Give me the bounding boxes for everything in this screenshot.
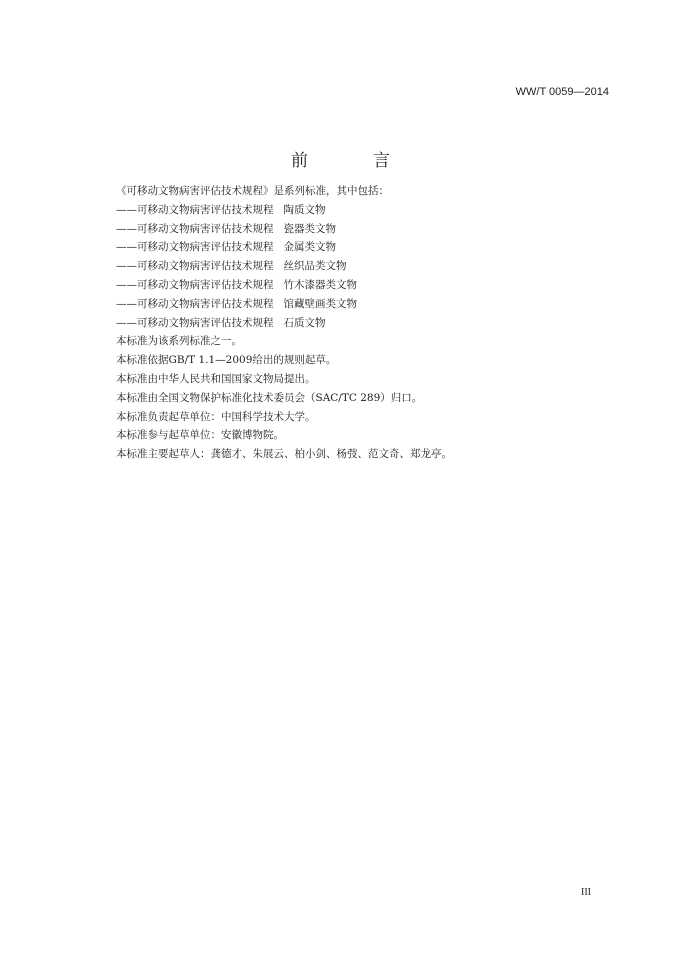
series-item-prefix: ——可移动文物病害评估技术规程 xyxy=(116,297,274,310)
page-number: III xyxy=(581,887,591,898)
series-item xyxy=(116,276,616,295)
series-item xyxy=(116,238,616,257)
series-item xyxy=(116,201,616,220)
page-title: 前 言 xyxy=(291,151,414,171)
series-item-prefix: ——可移动文物病害评估技术规程 xyxy=(116,316,274,329)
statement-proposed-by: 本标准由中华人民共和国国家文物局提出。 xyxy=(116,372,316,385)
intro-paragraph: 《可移动文物病害评估技术规程》是系列标准，其中包括： xyxy=(116,185,389,197)
series-item-category: 金属类文物 xyxy=(283,241,336,254)
statement-lead-drafter-org: 本标准负责起草单位：中国科学技术大学。 xyxy=(116,410,316,423)
series-item-prefix: ——可移动文物病害评估技术规程 xyxy=(116,203,274,216)
series-item-prefix: ——可移动文物病害评估技术规程 xyxy=(116,241,274,254)
statement-drafting-rules: 本标准依据GB/T 1.1—2009给出的规则起草。 xyxy=(116,354,337,367)
series-item-category: 丝织品类文物 xyxy=(283,260,347,273)
series-item-prefix: ——可移动文物病害评估技术规程 xyxy=(116,222,274,235)
series-item xyxy=(116,220,616,239)
series-item-prefix: ——可移动文物病害评估技术规程 xyxy=(116,278,274,291)
series-item-prefix: ——可移动文物病害评估技术规程 xyxy=(116,260,274,273)
series-item-category: 瓷器类文物 xyxy=(283,222,336,235)
statement-participating-org: 本标准参与起草单位：安徽博物院。 xyxy=(116,429,284,442)
series-item xyxy=(116,295,616,314)
standard-code: WW/T 0059—2014 xyxy=(515,86,609,98)
series-item-category: 陶质文物 xyxy=(283,203,326,216)
series-item xyxy=(116,257,616,276)
statement-series-membership: 本标准为该系列标准之一。 xyxy=(116,335,242,348)
series-item-category: 竹木漆器类文物 xyxy=(283,278,357,291)
series-item-category: 馆藏壁画类文物 xyxy=(283,297,357,310)
foreword-body xyxy=(116,182,616,464)
series-item-category: 石质文物 xyxy=(283,316,326,329)
series-item xyxy=(116,314,616,333)
statement-drafters: 本标准主要起草人：龚德才、朱展云、柏小剑、杨弢、范文奇、郑龙亭。 xyxy=(116,448,452,461)
statement-technical-committee: 本标准由全国文物保护标准化技术委员会（SAC/TC 289）归口。 xyxy=(116,391,423,404)
